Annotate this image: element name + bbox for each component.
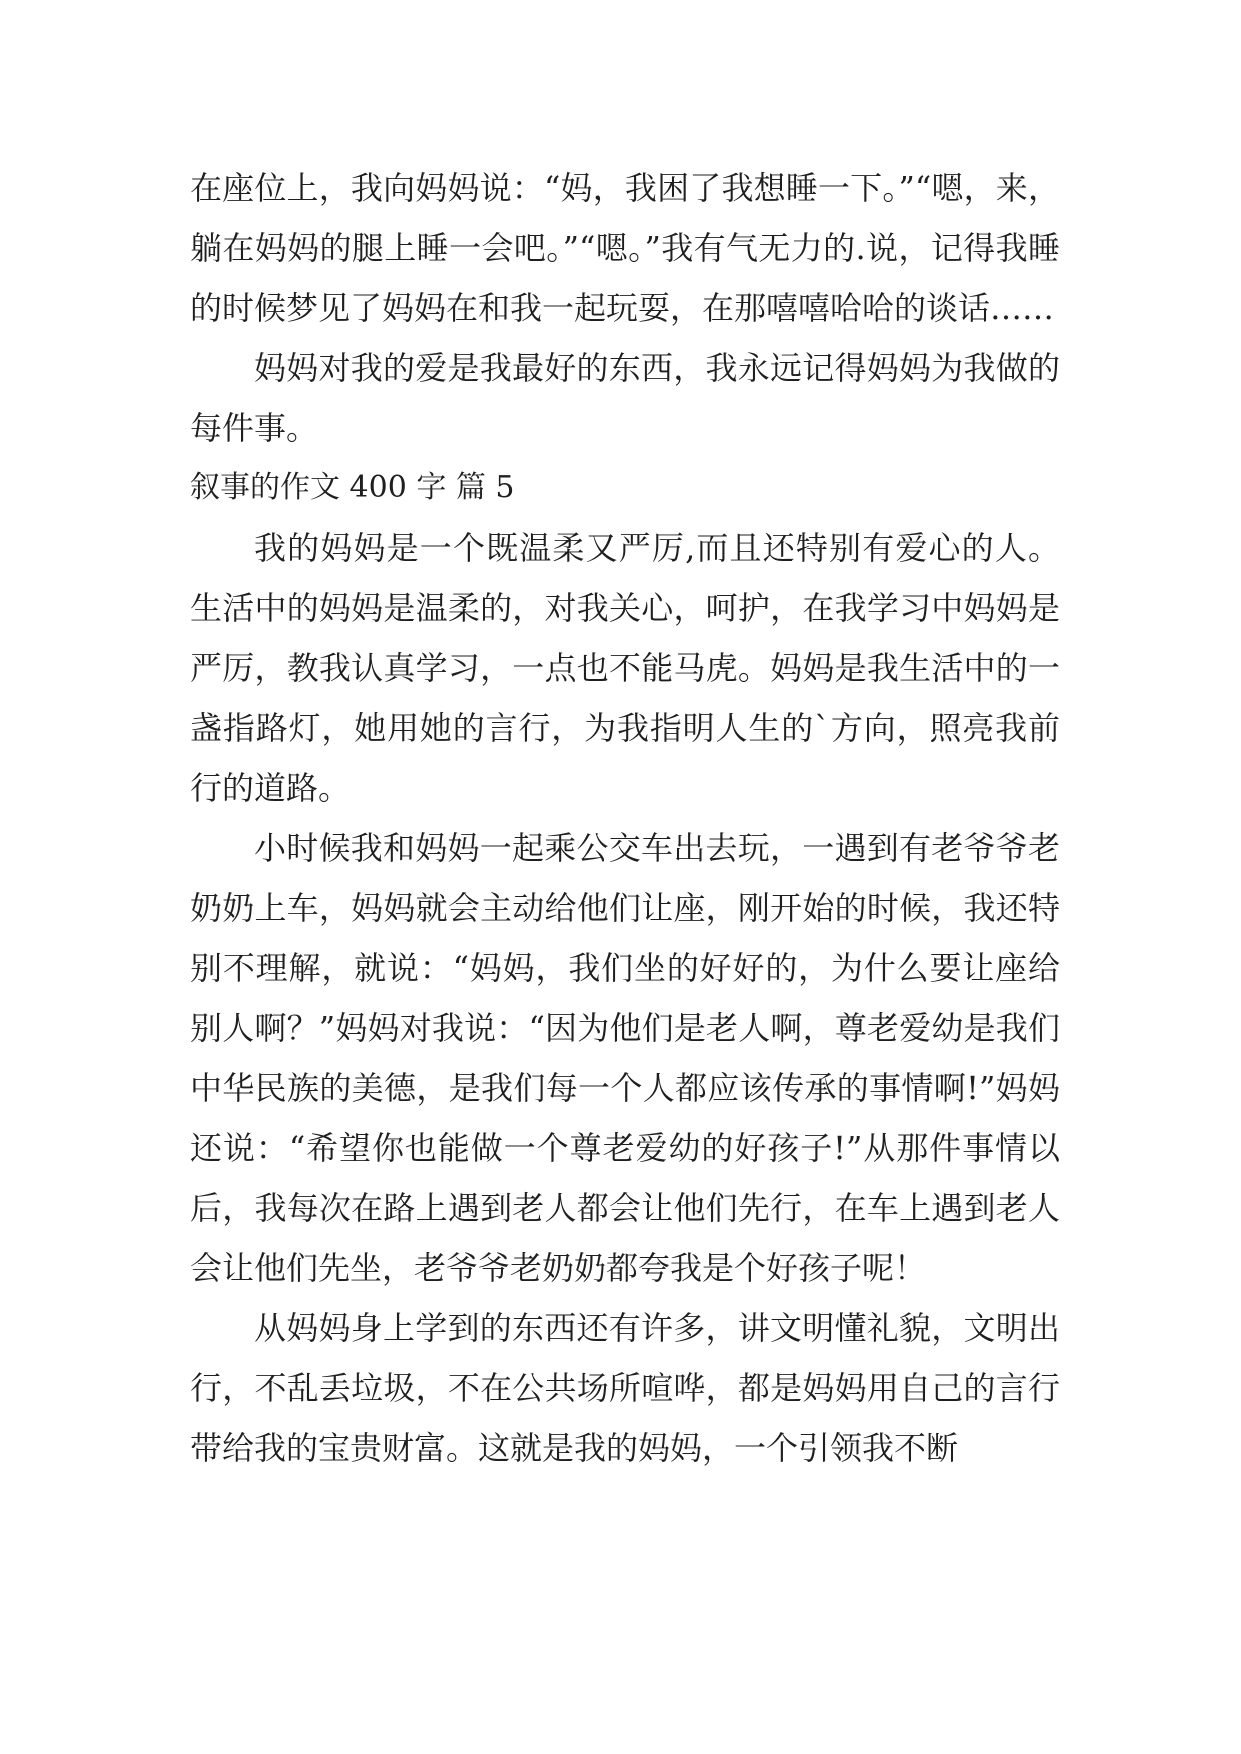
section-heading: 叙事的作文 400 字 篇 5 [190, 470, 515, 505]
paragraph-section-2: 小时候我和妈妈一起乘公交车出去玩，一遇到有老爷爷老奶奶上车，妈妈就会主动给他们让座，刚开始的时候，我还特别不理解，就说：“妈妈，我们坐的好好的，为什么要让座给别人啊？”妈妈对我说：“因为他们是老人啊，尊老爱幼是我们中华民族的美德，是我们每一个人都应该传承的事情啊!”妈妈还说：“希望你也能做一个尊老爱幼的好孩子!”从那件事情以后，我每次在路上遇到老人都会让他们先行，在车上遇到老人会让他们先坐，老爷爷老奶奶都夸我是个好孩子呢！ [190, 829, 1060, 1287]
paragraph-conclusion: 妈妈对我的爱是我最好的东西，我永远记得妈妈为我做的每件事。 [190, 349, 1060, 447]
paragraph-section-1: 我的妈妈是一个既温柔又严厉,而且还特别有爱心的人。生活中的妈妈是温柔的，对我关心，呵护，在我学习中妈妈是严厉，教我认真学习，一点也不能马虎。妈妈是我生活中的一盏指路灯，她用她的言行，为我指明人生的`方向，照亮我前行的道路。 [190, 529, 1060, 807]
paragraph-intro: 在座位上，我向妈妈说：“妈，我困了我想睡一下。”“嗯，来，躺在妈妈的腿上睡一会吧。”“嗯。”我有气无力的.说，记得我睡的时候梦见了妈妈在和我一起玩耍，在那嘻嘻哈哈的谈话…… [190, 169, 1060, 327]
document-body [190, 158, 1060, 1478]
paragraph-section-3: 从妈妈身上学到的东西还有许多，讲文明懂礼貌，文明出行，不乱丢垃圾，不在公共场所喧哗，都是妈妈用自己的言行带给我的宝贵财富。这就是我的妈妈，一个引领我不断 [190, 1309, 1060, 1467]
